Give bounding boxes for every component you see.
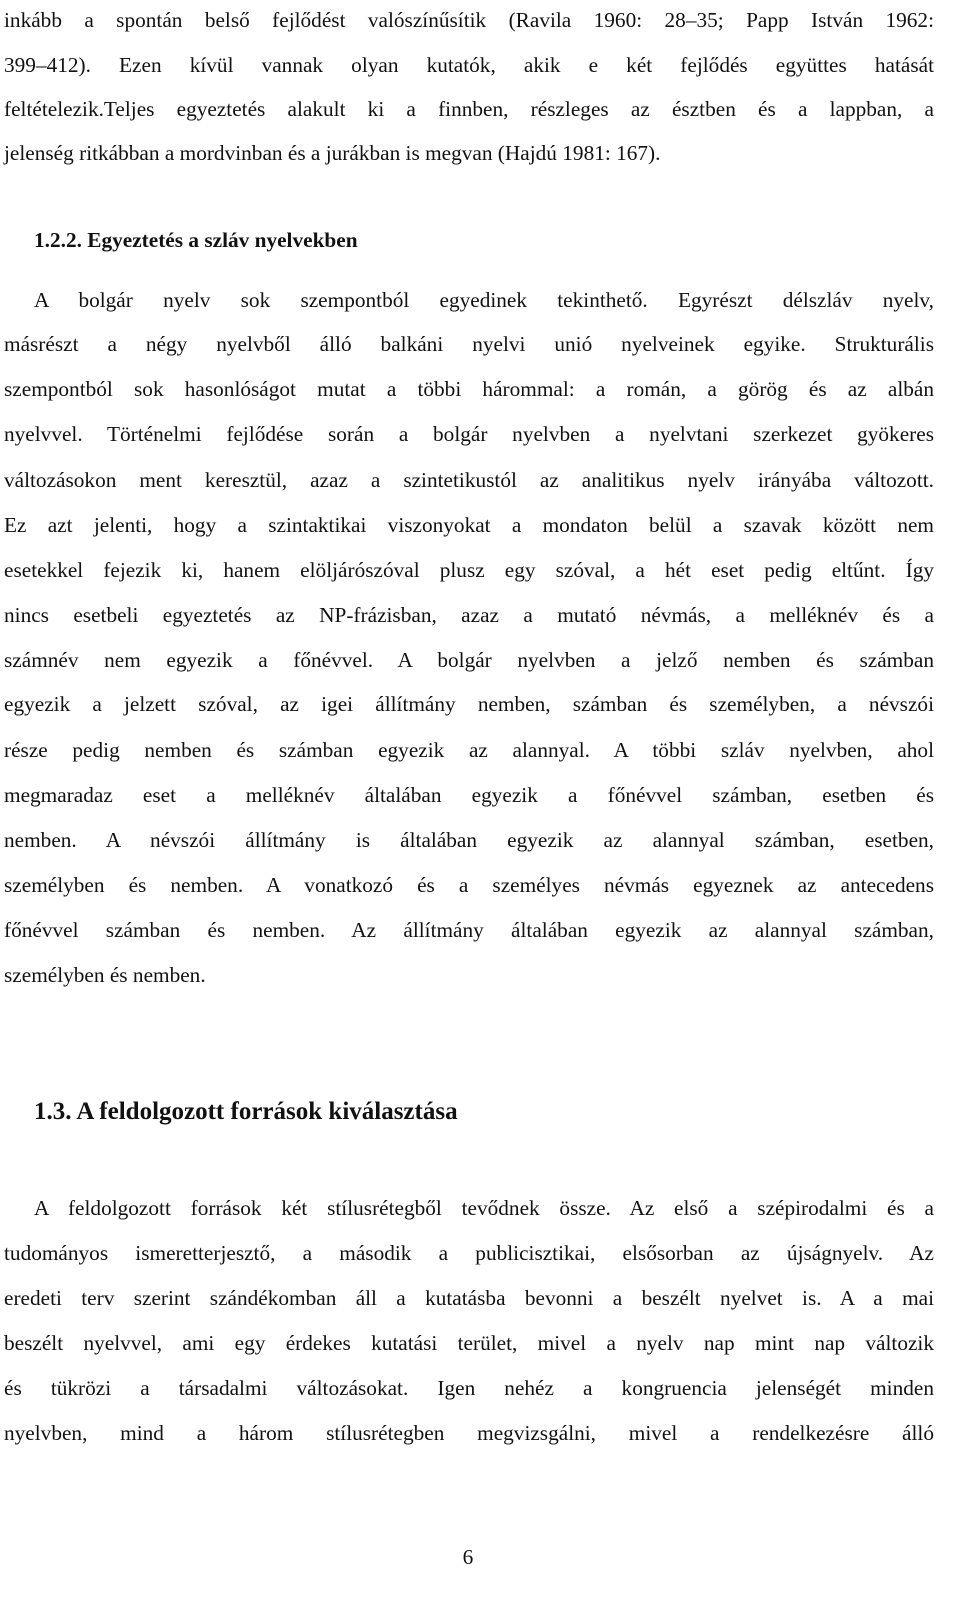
text-line: személyben és nemben. xyxy=(4,963,206,987)
text-line: tudományos ismeretterjesztő, a második a publicisztikai, elsősorban az újságnyelv. Az xyxy=(4,1241,934,1265)
text-line: A feldolgozott források két stílusrétegből tevődnek össze. Az első a szépirodalmi és a xyxy=(34,1196,934,1220)
text-line: nincs esetbeli egyeztetés az NP-frázisban, azaz a mutató névmás, a melléknév és a xyxy=(4,603,934,627)
text-line: feltételezik.Teljes egyeztetés alakult ki a finnben, részleges az észtben és a lappban, a xyxy=(4,97,934,121)
text-line: nyelvben, mind a három stílusrétegben megvizsgálni, mivel a rendelkezésre álló xyxy=(4,1421,934,1445)
section-heading: 1.3. A feldolgozott források kiválasztása xyxy=(34,1098,458,1125)
text-line: Ez azt jelenti, hogy a szintaktikai viszonyokat a mondaton belül a szavak között nem xyxy=(4,513,934,537)
text-line: esetekkel fejezik ki, hanem elöljárószóval plusz egy szóval, a hét eset pedig eltűnt. Így xyxy=(4,558,934,582)
text-line: 399–412). Ezen kívül vannak olyan kutatók, akik e két fejlődés együttes hatását xyxy=(4,53,934,77)
text-line: eredeti terv szerint szándékomban áll a kutatásba bevonni a beszélt nyelvet is. A a mai xyxy=(4,1286,934,1310)
text-line: nemben. A névszói állítmány is általában egyezik az alannyal számban, esetben, xyxy=(4,828,934,852)
text-line: egyezik a jelzett szóval, az igei állítmány nemben, számban és személyben, a névszói xyxy=(4,692,934,716)
text-line: személyben és nemben. A vonatkozó és a személyes névmás egyeznek az antecedens xyxy=(4,873,934,897)
text-line: szempontból sok hasonlóságot mutat a többi hárommal: a román, a görög és az albán xyxy=(4,377,934,401)
text-line: nyelvvel. Történelmi fejlődése során a bolgár nyelvben a nyelvtani szerkezet gyökeres xyxy=(4,422,934,446)
text-line: megmaradaz eset a melléknév általában egyezik a főnévvel számban, esetben és xyxy=(4,783,934,807)
text-line: változásokon ment keresztül, azaz a szintetikustól az analitikus nyelv irányába változott. xyxy=(4,468,934,492)
text-line: számnév nem egyezik a főnévvel. A bolgár nyelvben a jelző nemben és számban xyxy=(4,648,934,672)
text-line: A bolgár nyelv sok szempontból egyedinek tekinthető. Egyrészt délszláv nyelv, xyxy=(34,288,934,312)
text-line: jelenség ritkábban a mordvinban és a jurákban is megvan (Hajdú 1981: 167). xyxy=(4,141,661,165)
page-number: 6 xyxy=(462,1545,474,1569)
text-line: főnévvel számban és nemben. Az állítmány általában egyezik az alannyal számban, xyxy=(4,918,934,942)
text-line: beszélt nyelvvel, ami egy érdekes kutatási terület, mivel a nyelv nap mint nap változik xyxy=(4,1331,934,1355)
text-line: másrészt a négy nyelvből álló balkáni nyelvi unió nyelveinek egyike. Strukturális xyxy=(4,332,934,356)
text-line: inkább a spontán belső fejlődést valószínűsítik (Ravila 1960: 28–35; Papp István 1962: xyxy=(4,8,934,32)
section-heading: 1.2.2. Egyeztetés a szláv nyelvekben xyxy=(34,228,358,252)
text-line: és tükrözi a társadalmi változásokat. Igen nehéz a kongruencia jelenségét minden xyxy=(4,1376,934,1400)
text-line: része pedig nemben és számban egyezik az alannyal. A többi szláv nyelvben, ahol xyxy=(4,738,934,762)
